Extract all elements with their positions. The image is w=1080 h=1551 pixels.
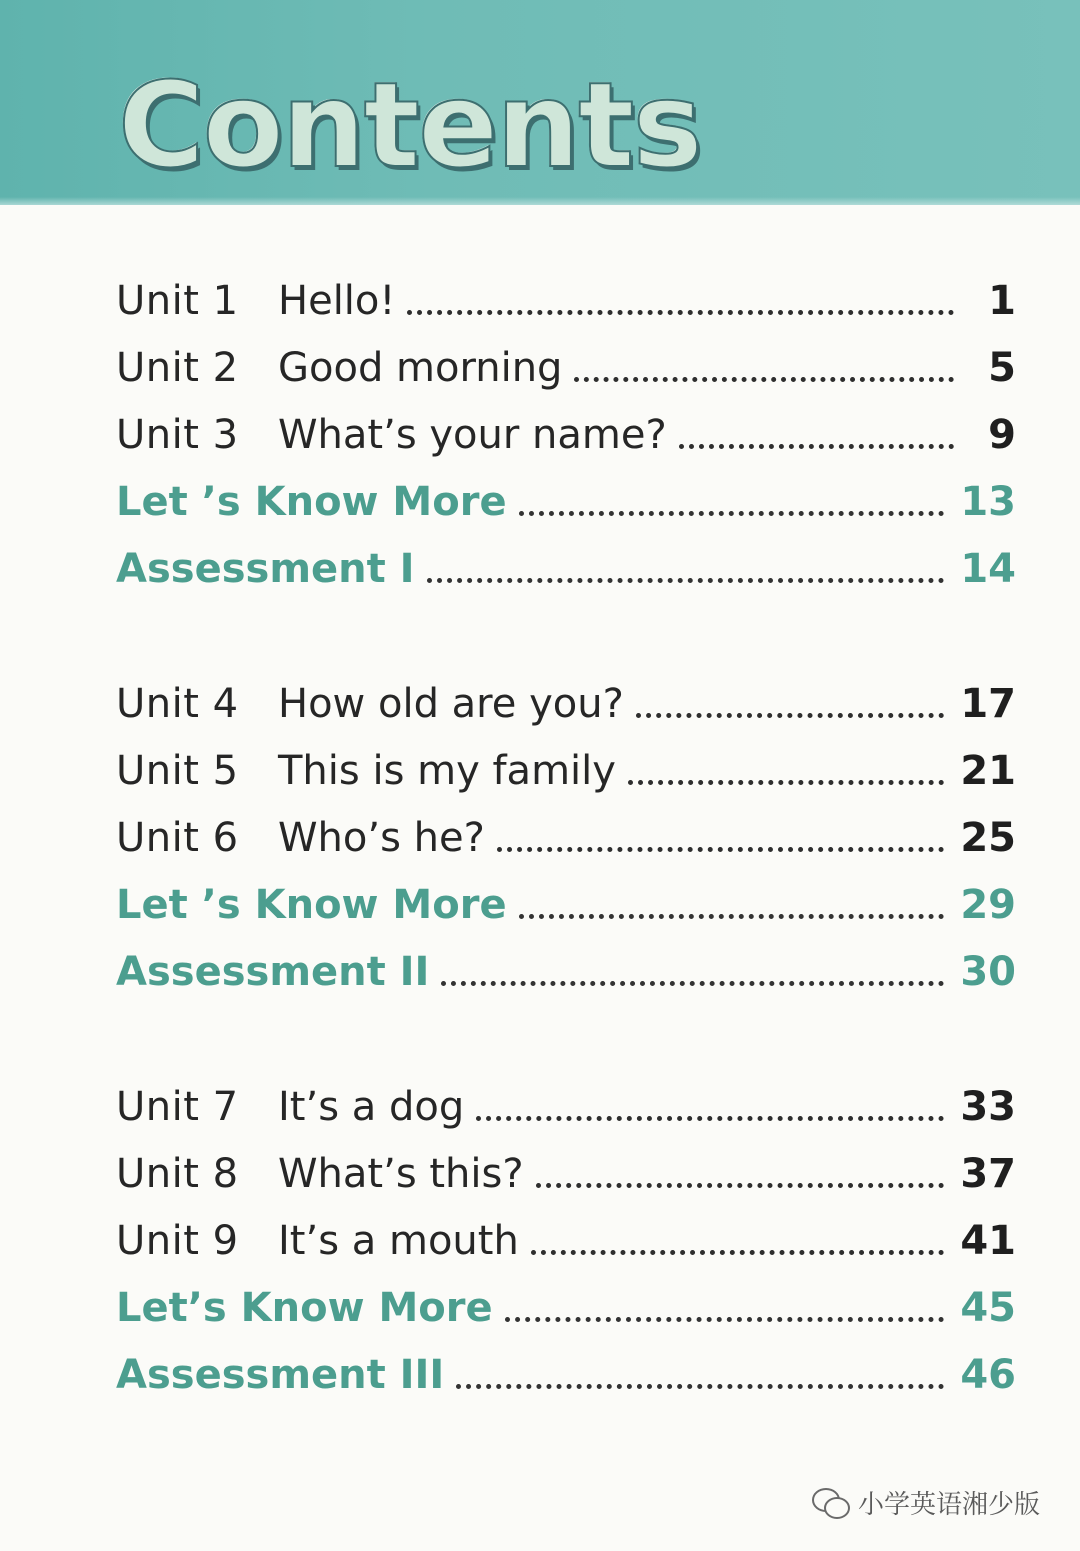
- toc-section-row[interactable]: [116, 474, 1016, 530]
- toc-entry-title: It’s a mouth: [278, 1218, 519, 1264]
- toc-dot-leader: [519, 914, 945, 919]
- toc-unit-number: Unit 5: [116, 748, 239, 794]
- toc-entry-title: It’s a dog: [278, 1084, 465, 1130]
- toc-dot-leader: [427, 578, 945, 583]
- toc-entry-title: Assessment I: [116, 546, 415, 592]
- toc-entry-title: Who’s he?: [278, 815, 485, 861]
- toc-entry-title: Assessment III: [116, 1352, 445, 1398]
- toc-dot-leader: [441, 981, 944, 986]
- toc-dot-leader: [497, 847, 944, 852]
- toc-page-number: 29: [960, 882, 1016, 928]
- toc-entry-title: How old are you?: [278, 681, 624, 727]
- toc-unit-row[interactable]: [116, 1079, 1016, 1135]
- toc-unit-row[interactable]: [116, 340, 1016, 396]
- toc-entry-title: Good morning: [278, 345, 563, 391]
- toc-unit-row[interactable]: [116, 1213, 1016, 1269]
- toc-dot-leader: [679, 444, 954, 449]
- toc-entry-title: What’s this?: [278, 1151, 524, 1197]
- toc-entry-title: Let ’s Know More: [116, 479, 507, 525]
- toc-unit-number: Unit 4: [116, 681, 239, 727]
- toc-dot-leader: [407, 310, 954, 315]
- toc-section-row[interactable]: [116, 1347, 1016, 1403]
- toc-page-number: 37: [960, 1151, 1016, 1197]
- toc-dot-leader: [536, 1183, 945, 1188]
- toc-page-number: 25: [960, 815, 1016, 861]
- toc-section-row[interactable]: [116, 1280, 1016, 1336]
- toc-dot-leader: [505, 1317, 945, 1322]
- page-title: Contents: [118, 56, 701, 194]
- toc-entry-title: Assessment II: [116, 949, 430, 995]
- toc-page-number: 17: [960, 681, 1016, 727]
- toc-dot-leader: [476, 1116, 944, 1121]
- toc-dot-leader: [531, 1250, 945, 1255]
- toc-unit-row[interactable]: [116, 810, 1016, 866]
- toc-unit-row[interactable]: [116, 743, 1016, 799]
- toc-entry-title: This is my family: [278, 748, 616, 794]
- toc-page-number: 21: [960, 748, 1016, 794]
- toc-dot-leader: [456, 1384, 944, 1389]
- toc-entry-title: Let ’s Know More: [116, 882, 507, 928]
- toc-page-number: 1: [988, 278, 1016, 324]
- wechat-icon: [812, 1488, 850, 1518]
- toc-page-number: 30: [960, 949, 1016, 995]
- toc-unit-number: Unit 9: [116, 1218, 239, 1264]
- toc-unit-row[interactable]: [116, 273, 1016, 329]
- toc-unit-number: Unit 1: [116, 278, 239, 324]
- toc-page-number: 41: [960, 1218, 1016, 1264]
- toc-page-number: 14: [960, 546, 1016, 592]
- header-banner: [0, 0, 1080, 205]
- toc-unit-number: Unit 6: [116, 815, 239, 861]
- toc-entry-title: Hello!: [278, 278, 396, 324]
- toc-unit-number: Unit 2: [116, 345, 239, 391]
- toc-page-number: 45: [960, 1285, 1016, 1331]
- toc-entry-title: Let’s Know More: [116, 1285, 493, 1331]
- toc-unit-number: Unit 3: [116, 412, 239, 458]
- toc-dot-leader: [628, 780, 944, 785]
- toc-unit-row[interactable]: [116, 1146, 1016, 1202]
- toc-page-number: 46: [960, 1352, 1016, 1398]
- toc-unit-number: Unit 8: [116, 1151, 239, 1197]
- toc-unit-number: Unit 7: [116, 1084, 239, 1130]
- toc-dot-leader: [519, 511, 945, 516]
- toc-page-number: 5: [988, 345, 1016, 391]
- toc-section-row[interactable]: [116, 541, 1016, 597]
- toc-unit-row[interactable]: [116, 407, 1016, 463]
- toc-section-row[interactable]: [116, 944, 1016, 1000]
- watermark: [812, 1484, 1040, 1521]
- toc-dot-leader: [636, 713, 945, 718]
- toc-page-number: 33: [960, 1084, 1016, 1130]
- watermark-text: 小学英语湘少版: [858, 1490, 1041, 1520]
- toc-dot-leader: [574, 377, 954, 382]
- toc-page-number: 9: [988, 412, 1016, 458]
- toc-section-row[interactable]: [116, 877, 1016, 933]
- toc-page-number: 13: [960, 479, 1016, 525]
- toc-unit-row[interactable]: [116, 676, 1016, 732]
- toc-entry-title: What’s your name?: [278, 412, 667, 458]
